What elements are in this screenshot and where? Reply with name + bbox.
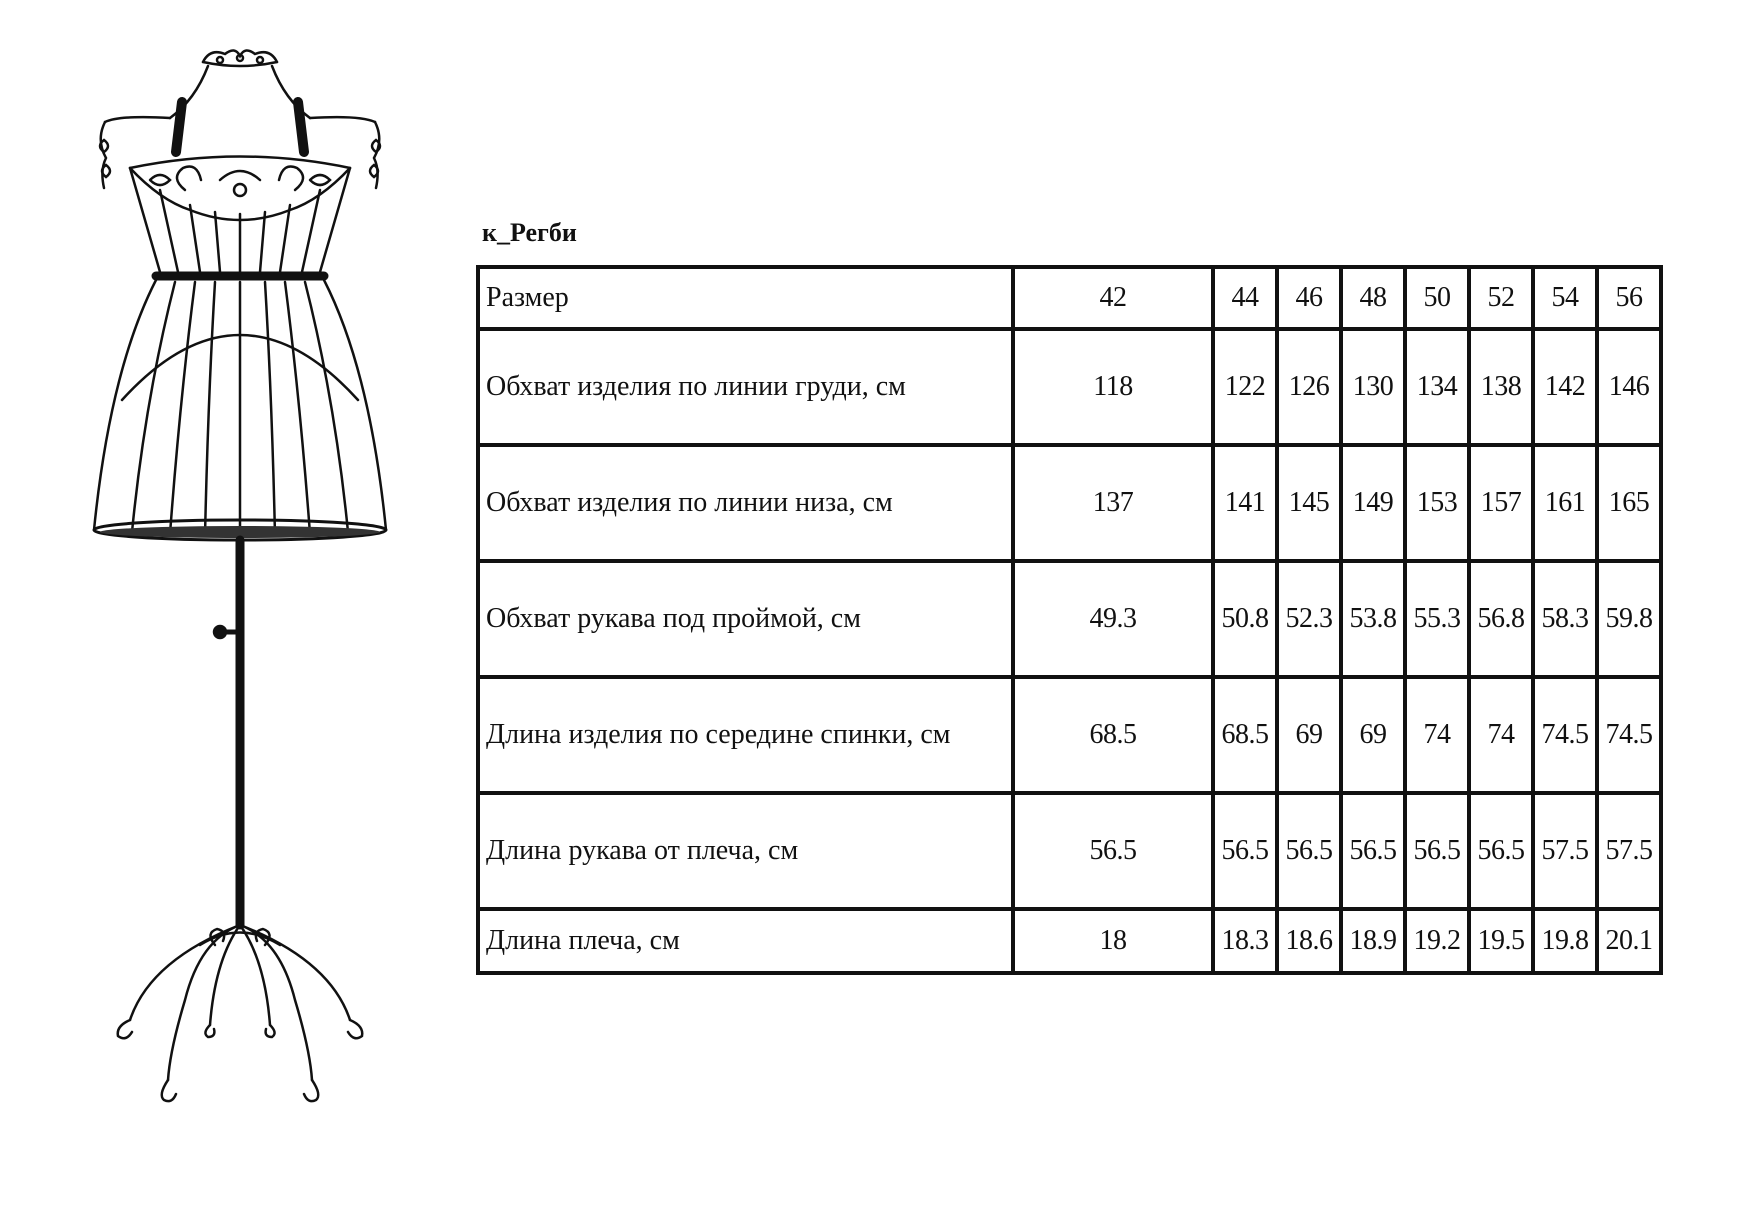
measurement-row <box>478 677 1661 793</box>
measurement-value-cell: 149 <box>1341 445 1405 561</box>
measurement-value-cell: 56.5 <box>1213 793 1277 909</box>
measurement-value-cell: 165 <box>1597 445 1661 561</box>
measurement-value-cell: 146 <box>1597 329 1661 445</box>
measurement-value-cell: 53.8 <box>1341 561 1405 677</box>
measurement-value-cell: 19.5 <box>1469 909 1533 973</box>
measurement-value-cell: 74.5 <box>1533 677 1597 793</box>
size-chart-table <box>476 265 1663 975</box>
measurement-value-cell: 20.1 <box>1597 909 1661 973</box>
measurement-label: Обхват изделия по линии низа, см <box>478 445 1013 561</box>
measurement-value-cell: 68.5 <box>1213 677 1277 793</box>
size-chart-body <box>478 267 1661 973</box>
measurement-value-cell: 122 <box>1213 329 1277 445</box>
measurement-value-cell: 55.3 <box>1405 561 1469 677</box>
measurement-label: Длина рукава от плеча, см <box>478 793 1013 909</box>
measurement-row <box>478 561 1661 677</box>
measurement-value-cell: 18.3 <box>1213 909 1277 973</box>
measurement-row <box>478 445 1661 561</box>
size-value-cell: 52 <box>1469 267 1533 329</box>
measurement-value-cell: 56.5 <box>1013 793 1213 909</box>
size-value-cell: 50 <box>1405 267 1469 329</box>
dress-form-illustration <box>90 40 390 1210</box>
measurement-value-cell: 18 <box>1013 909 1213 973</box>
measurement-value-cell: 142 <box>1533 329 1597 445</box>
measurement-value-cell: 126 <box>1277 329 1341 445</box>
measurement-value-cell: 118 <box>1013 329 1213 445</box>
measurement-value-cell: 145 <box>1277 445 1341 561</box>
measurement-value-cell: 69 <box>1277 677 1341 793</box>
measurement-value-cell: 57.5 <box>1597 793 1661 909</box>
measurement-row <box>478 909 1661 973</box>
size-value-cell: 56 <box>1597 267 1661 329</box>
measurement-label: Длина плеча, см <box>478 909 1013 973</box>
measurement-value-cell: 49.3 <box>1013 561 1213 677</box>
measurement-value-cell: 56.5 <box>1469 793 1533 909</box>
measurement-value-cell: 57.5 <box>1533 793 1597 909</box>
size-value-cell: 46 <box>1277 267 1341 329</box>
measurement-value-cell: 56.5 <box>1341 793 1405 909</box>
measurement-value-cell: 153 <box>1405 445 1469 561</box>
size-value-cell: 48 <box>1341 267 1405 329</box>
measurement-label: Длина изделия по середине спинки, см <box>478 677 1013 793</box>
measurement-value-cell: 68.5 <box>1013 677 1213 793</box>
measurement-value-cell: 56.8 <box>1469 561 1533 677</box>
measurement-value-cell: 161 <box>1533 445 1597 561</box>
measurement-value-cell: 138 <box>1469 329 1533 445</box>
measurement-value-cell: 18.9 <box>1341 909 1405 973</box>
measurement-value-cell: 130 <box>1341 329 1405 445</box>
measurement-value-cell: 56.5 <box>1405 793 1469 909</box>
measurement-value-cell: 141 <box>1213 445 1277 561</box>
measurement-value-cell: 137 <box>1013 445 1213 561</box>
measurement-value-cell: 134 <box>1405 329 1469 445</box>
measurement-row <box>478 329 1661 445</box>
size-header-row <box>478 267 1661 329</box>
measurement-label: Обхват изделия по линии груди, см <box>478 329 1013 445</box>
measurement-value-cell: 58.3 <box>1533 561 1597 677</box>
measurement-value-cell: 74 <box>1469 677 1533 793</box>
size-value-cell: 54 <box>1533 267 1597 329</box>
measurement-value-cell: 19.2 <box>1405 909 1469 973</box>
measurement-value-cell: 74.5 <box>1597 677 1661 793</box>
measurement-value-cell: 74 <box>1405 677 1469 793</box>
measurement-value-cell: 52.3 <box>1277 561 1341 677</box>
measurement-value-cell: 19.8 <box>1533 909 1597 973</box>
measurement-value-cell: 18.6 <box>1277 909 1341 973</box>
measurement-value-cell: 50.8 <box>1213 561 1277 677</box>
table-title: к_Регби <box>482 218 577 247</box>
measurement-value-cell: 157 <box>1469 445 1533 561</box>
measurement-label: Обхват рукава под проймой, см <box>478 561 1013 677</box>
measurement-value-cell: 69 <box>1341 677 1405 793</box>
measurement-row <box>478 793 1661 909</box>
size-value-cell: 42 <box>1013 267 1213 329</box>
measurement-value-cell: 56.5 <box>1277 793 1341 909</box>
size-value-cell: 44 <box>1213 267 1277 329</box>
size-header-label: Размер <box>478 267 1013 329</box>
measurement-value-cell: 59.8 <box>1597 561 1661 677</box>
